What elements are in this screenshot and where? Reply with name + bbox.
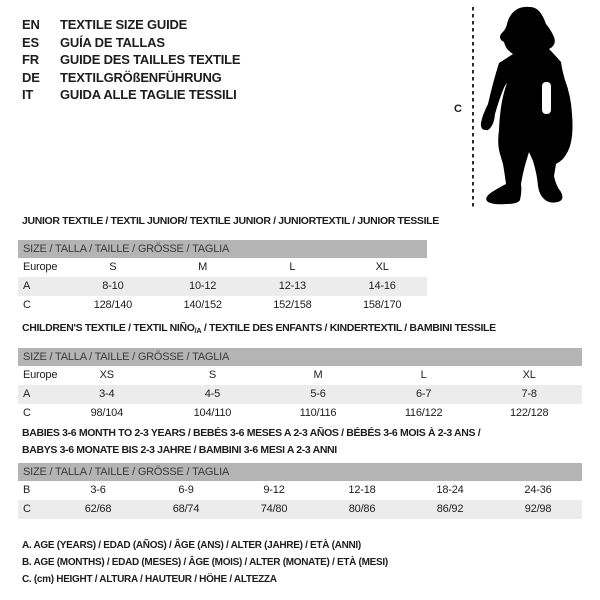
height-cell: 62/68 [84,503,112,515]
lang-code: FR [22,52,39,68]
height-cell: 116/122 [404,407,443,419]
note-age-months: B. AGE (MONTHS) / EDAD (MESES) / ÂGE (MOIS) / ALTER (MONATE) / ETÀ (MESI) [22,557,388,568]
size-cell: XS [99,369,114,381]
baby-height-figure [450,4,590,214]
age-cell: 24-36 [524,484,552,496]
lang-code: IT [22,87,34,103]
title-part: / TEXTILE DES ENFANTS / KINDERTEXTIL / BAMBINI TESSILE [201,322,496,334]
size-cell: XL [375,261,389,273]
height-cell: 152/158 [273,299,312,311]
table-row [18,296,427,315]
baby-silhouette [450,4,590,214]
row-label: Europe [23,261,58,273]
age-cell: 6-9 [178,484,194,496]
age-cell: 7-8 [521,388,537,400]
height-cell: 68/74 [172,503,200,515]
age-cell: 14-16 [368,280,396,292]
height-cell: 158/170 [362,299,402,311]
table-row [18,258,427,277]
lang-title: TEXTILGRÖßENFÜHRUNG [60,69,222,85]
size-cell: M [198,261,208,273]
age-cell: 12-18 [348,484,376,496]
size-header-band: SIZE / TALLA / TAILLE / GRÖSSE / TAGLIA [18,463,582,481]
height-cell: 80/86 [348,503,376,515]
babies-table-title-line1: BABIES 3-6 MONTH TO 2-3 YEARS / BEBÉS 3-6 MESES A 2-3 AÑOS / BÉBÉS 3-6 MOIS À 2-3 ANS / [22,427,481,439]
size-cell: S [109,261,117,273]
baby-hand [551,88,561,110]
age-cell: 5-6 [310,388,326,400]
lang-title: TEXTILE SIZE GUIDE [60,17,188,33]
height-cell: 74/80 [260,503,288,515]
junior-size-table [18,240,427,315]
age-cell: 9-12 [263,484,285,496]
lang-code: EN [22,17,40,33]
size-cell: L [420,369,427,381]
lang-code: DE [22,69,40,85]
size-header-band: SIZE / TALLA / TAILLE / GRÖSSE / TAGLIA [18,240,427,258]
size-cell: L [289,261,296,273]
babies-size-table [18,463,582,519]
row-label: Europe [23,369,58,381]
size-cell: M [313,369,323,381]
age-cell: 12-13 [278,280,306,292]
children-table-title [22,322,496,334]
height-cell: 92/98 [524,503,552,515]
table-row [18,366,582,385]
lang-row-it [22,86,240,104]
table-row [18,385,582,404]
size-header-band: SIZE / TALLA / TAILLE / GRÖSSE / TAGLIA [18,348,582,366]
lang-row-es [22,34,240,52]
title-part: CHILDREN'S TEXTILE / TEXTIL NIÑO [22,322,195,334]
lang-row-en [22,16,240,34]
age-cell: 4-5 [204,388,221,400]
row-label: C [23,299,31,311]
size-cell: S [208,369,216,381]
row-label: C [23,407,31,419]
note-height-cm: C. (cm) HEIGHT / ALTURA / HAUTEUR / HÖHE / ALTEZZA [22,574,277,585]
lang-title: GUÍA DE TALLAS [60,34,165,50]
lang-row-de [22,69,240,87]
lang-title: GUIDE DES TAILLES TEXTILE [60,52,241,68]
age-cell: 10-12 [189,280,217,292]
age-cell: 3-4 [99,388,115,400]
height-cell: 110/116 [299,407,337,419]
table-row [18,500,582,519]
title-subscript: /A [194,326,202,335]
arm-gap-notch [542,82,551,114]
height-cell: 128/140 [93,299,133,311]
age-cell: 3-6 [90,484,106,496]
lang-title: GUIDA ALLE TAGLIE TESSILI [60,87,237,103]
table-row [18,404,582,423]
row-label: C [23,503,31,515]
table-row [18,277,427,296]
height-cell: 86/92 [436,503,464,515]
age-cell: 6-7 [415,388,432,400]
size-cell: XL [522,369,536,381]
lang-row-fr [22,51,240,69]
babies-table-title-line2: BABYS 3-6 MONATE BIS 2-3 JAHRE / BAMBINI 3-6 MESI A 2-3 ANNI [22,444,337,456]
legend-notes [22,537,388,588]
row-label: A [23,388,31,400]
age-cell: 8-10 [102,280,124,292]
note-age-years: A. AGE (YEARS) / EDAD (AÑOS) / ÂGE (ANS) / ALTER (JAHRE) / ETÀ (ANNI) [22,540,361,551]
table-row [18,481,582,500]
height-cell: 98/104 [90,407,124,419]
children-size-table [18,348,582,423]
row-label: A [23,280,31,292]
height-cell: 140/152 [183,299,222,311]
language-title-list [22,16,240,104]
height-cell: 104/110 [193,407,232,419]
height-cell: 122/128 [510,407,549,419]
age-cell: 18-24 [436,484,464,496]
height-measure-label: C [454,103,462,115]
junior-table-title: JUNIOR TEXTILE / TEXTIL JUNIOR/ TEXTILE JUNIOR / JUNIORTEXTIL / JUNIOR TESSILE [22,215,439,227]
row-label: B [23,484,31,496]
lang-code: ES [22,34,39,50]
